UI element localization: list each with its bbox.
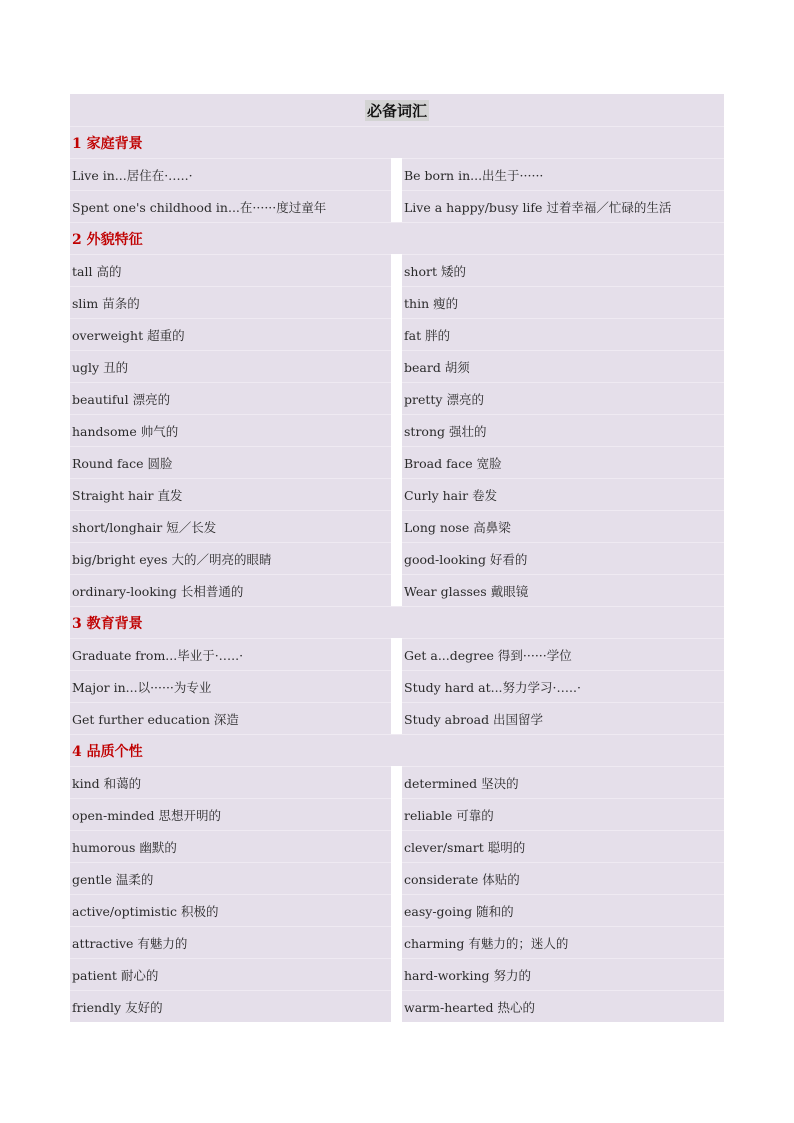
table-row bbox=[70, 990, 724, 1022]
table-row bbox=[70, 830, 724, 862]
table-row bbox=[70, 318, 724, 350]
vocab-cell-left: Major in...以······为专业 bbox=[70, 670, 391, 702]
column-divider bbox=[391, 382, 402, 414]
column-divider bbox=[391, 318, 402, 350]
table-row bbox=[70, 158, 724, 190]
column-divider bbox=[391, 990, 402, 1022]
vocab-cell-right: easy-going 随和的 bbox=[402, 894, 724, 926]
vocab-cell-right: Study abroad 出国留学 bbox=[402, 702, 724, 734]
vocab-cell-left: kind 和蔼的 bbox=[70, 766, 391, 798]
column-divider bbox=[391, 766, 402, 798]
column-divider bbox=[391, 446, 402, 478]
vocab-cell-left: slim 苗条的 bbox=[70, 286, 391, 318]
column-divider bbox=[391, 190, 402, 222]
vocab-cell-right: thin 瘦的 bbox=[402, 286, 724, 318]
table-row bbox=[70, 478, 724, 510]
vocab-cell-right: Study hard at...努力学习·…..· bbox=[402, 670, 724, 702]
vocab-cell-left: short/longhair 短／长发 bbox=[70, 510, 391, 542]
vocab-cell-left: Live in...居住在·…..· bbox=[70, 158, 391, 190]
vocab-cell-right: strong 强壮的 bbox=[402, 414, 724, 446]
column-divider bbox=[391, 830, 402, 862]
table-row bbox=[70, 446, 724, 478]
column-divider bbox=[391, 286, 402, 318]
vocab-cell-right: Curly hair 卷发 bbox=[402, 478, 724, 510]
table-row bbox=[70, 670, 724, 702]
vocab-cell-left: tall 高的 bbox=[70, 254, 391, 286]
column-divider bbox=[391, 670, 402, 702]
vocab-cell-right: clever/smart 聪明的 bbox=[402, 830, 724, 862]
column-divider bbox=[391, 254, 402, 286]
table-row bbox=[70, 510, 724, 542]
column-divider bbox=[391, 414, 402, 446]
column-divider bbox=[391, 638, 402, 670]
table-row bbox=[70, 638, 724, 670]
column-divider bbox=[391, 862, 402, 894]
table-row bbox=[70, 414, 724, 446]
section-heading-row bbox=[70, 734, 724, 766]
vocabulary-table bbox=[70, 94, 724, 1022]
vocab-cell-right: short 矮的 bbox=[402, 254, 724, 286]
table-row bbox=[70, 702, 724, 734]
table-row bbox=[70, 382, 724, 414]
vocab-cell-left: Round face 圆脸 bbox=[70, 446, 391, 478]
vocab-cell-right: Be born in...出生于······ bbox=[402, 158, 724, 190]
vocab-cell-right: Long nose 高鼻梁 bbox=[402, 510, 724, 542]
section-heading-row bbox=[70, 126, 724, 158]
table-title: 必备词汇 bbox=[366, 101, 427, 120]
table-row bbox=[70, 574, 724, 606]
table-row bbox=[70, 542, 724, 574]
vocab-cell-left: overweight 超重的 bbox=[70, 318, 391, 350]
vocab-cell-left: beautiful 漂亮的 bbox=[70, 382, 391, 414]
column-divider bbox=[391, 926, 402, 958]
vocab-cell-right: beard 胡须 bbox=[402, 350, 724, 382]
column-divider bbox=[391, 702, 402, 734]
vocab-cell-right: pretty 漂亮的 bbox=[402, 382, 724, 414]
vocab-cell-left: attractive 有魅力的 bbox=[70, 926, 391, 958]
vocab-cell-left: humorous 幽默的 bbox=[70, 830, 391, 862]
vocab-cell-left: ugly 丑的 bbox=[70, 350, 391, 382]
vocab-cell-right: fat 胖的 bbox=[402, 318, 724, 350]
table-row bbox=[70, 766, 724, 798]
vocab-cell-left: patient 耐心的 bbox=[70, 958, 391, 990]
vocab-cell-left: Graduate from...毕业于·…..· bbox=[70, 638, 391, 670]
table-row bbox=[70, 798, 724, 830]
vocab-cell-left: active/optimistic 积极的 bbox=[70, 894, 391, 926]
table-body bbox=[70, 126, 724, 1022]
vocab-cell-right: Get a...degree 得到······学位 bbox=[402, 638, 724, 670]
table-row bbox=[70, 350, 724, 382]
column-divider bbox=[391, 574, 402, 606]
section-heading-row bbox=[70, 222, 724, 254]
table-row bbox=[70, 286, 724, 318]
column-divider bbox=[391, 958, 402, 990]
vocab-cell-right: Live a happy/busy life 过着幸福／忙碌的生活 bbox=[402, 190, 724, 222]
column-divider bbox=[391, 894, 402, 926]
section-heading: 1 家庭背景 bbox=[72, 135, 143, 152]
section-heading-row bbox=[70, 606, 724, 638]
column-divider bbox=[391, 510, 402, 542]
vocab-cell-left: friendly 友好的 bbox=[70, 990, 391, 1022]
vocab-cell-right: charming 有魅力的；迷人的 bbox=[402, 926, 724, 958]
vocab-cell-right: determined 坚决的 bbox=[402, 766, 724, 798]
column-divider bbox=[391, 350, 402, 382]
vocab-cell-right: Wear glasses 戴眼镜 bbox=[402, 574, 724, 606]
column-divider bbox=[391, 542, 402, 574]
vocab-cell-left: Straight hair 直发 bbox=[70, 478, 391, 510]
table-row bbox=[70, 190, 724, 222]
table-row bbox=[70, 958, 724, 990]
vocab-cell-right: reliable 可靠的 bbox=[402, 798, 724, 830]
section-heading: 2 外貌特征 bbox=[72, 231, 143, 248]
vocab-cell-left: handsome 帅气的 bbox=[70, 414, 391, 446]
vocab-cell-right: hard-working 努力的 bbox=[402, 958, 724, 990]
vocab-cell-left: ordinary-looking 长相普通的 bbox=[70, 574, 391, 606]
column-divider bbox=[391, 158, 402, 190]
section-heading: 3 教育背景 bbox=[72, 615, 143, 632]
table-row bbox=[70, 926, 724, 958]
section-heading: 4 品质个性 bbox=[72, 743, 143, 760]
vocab-cell-left: gentle 温柔的 bbox=[70, 862, 391, 894]
vocab-cell-left: open-minded 思想开明的 bbox=[70, 798, 391, 830]
table-row bbox=[70, 894, 724, 926]
vocab-cell-left: Spent one's childhood in...在······度过童年 bbox=[70, 190, 391, 222]
table-title-row bbox=[70, 94, 724, 126]
table-row bbox=[70, 862, 724, 894]
column-divider bbox=[391, 798, 402, 830]
vocab-cell-right: Broad face 宽脸 bbox=[402, 446, 724, 478]
vocab-cell-left: Get further education 深造 bbox=[70, 702, 391, 734]
vocab-cell-right: considerate 体贴的 bbox=[402, 862, 724, 894]
column-divider bbox=[391, 478, 402, 510]
vocab-cell-left: big/bright eyes 大的／明亮的眼睛 bbox=[70, 542, 391, 574]
table-row bbox=[70, 254, 724, 286]
vocab-cell-right: good-looking 好看的 bbox=[402, 542, 724, 574]
vocab-cell-right: warm-hearted 热心的 bbox=[402, 990, 724, 1022]
